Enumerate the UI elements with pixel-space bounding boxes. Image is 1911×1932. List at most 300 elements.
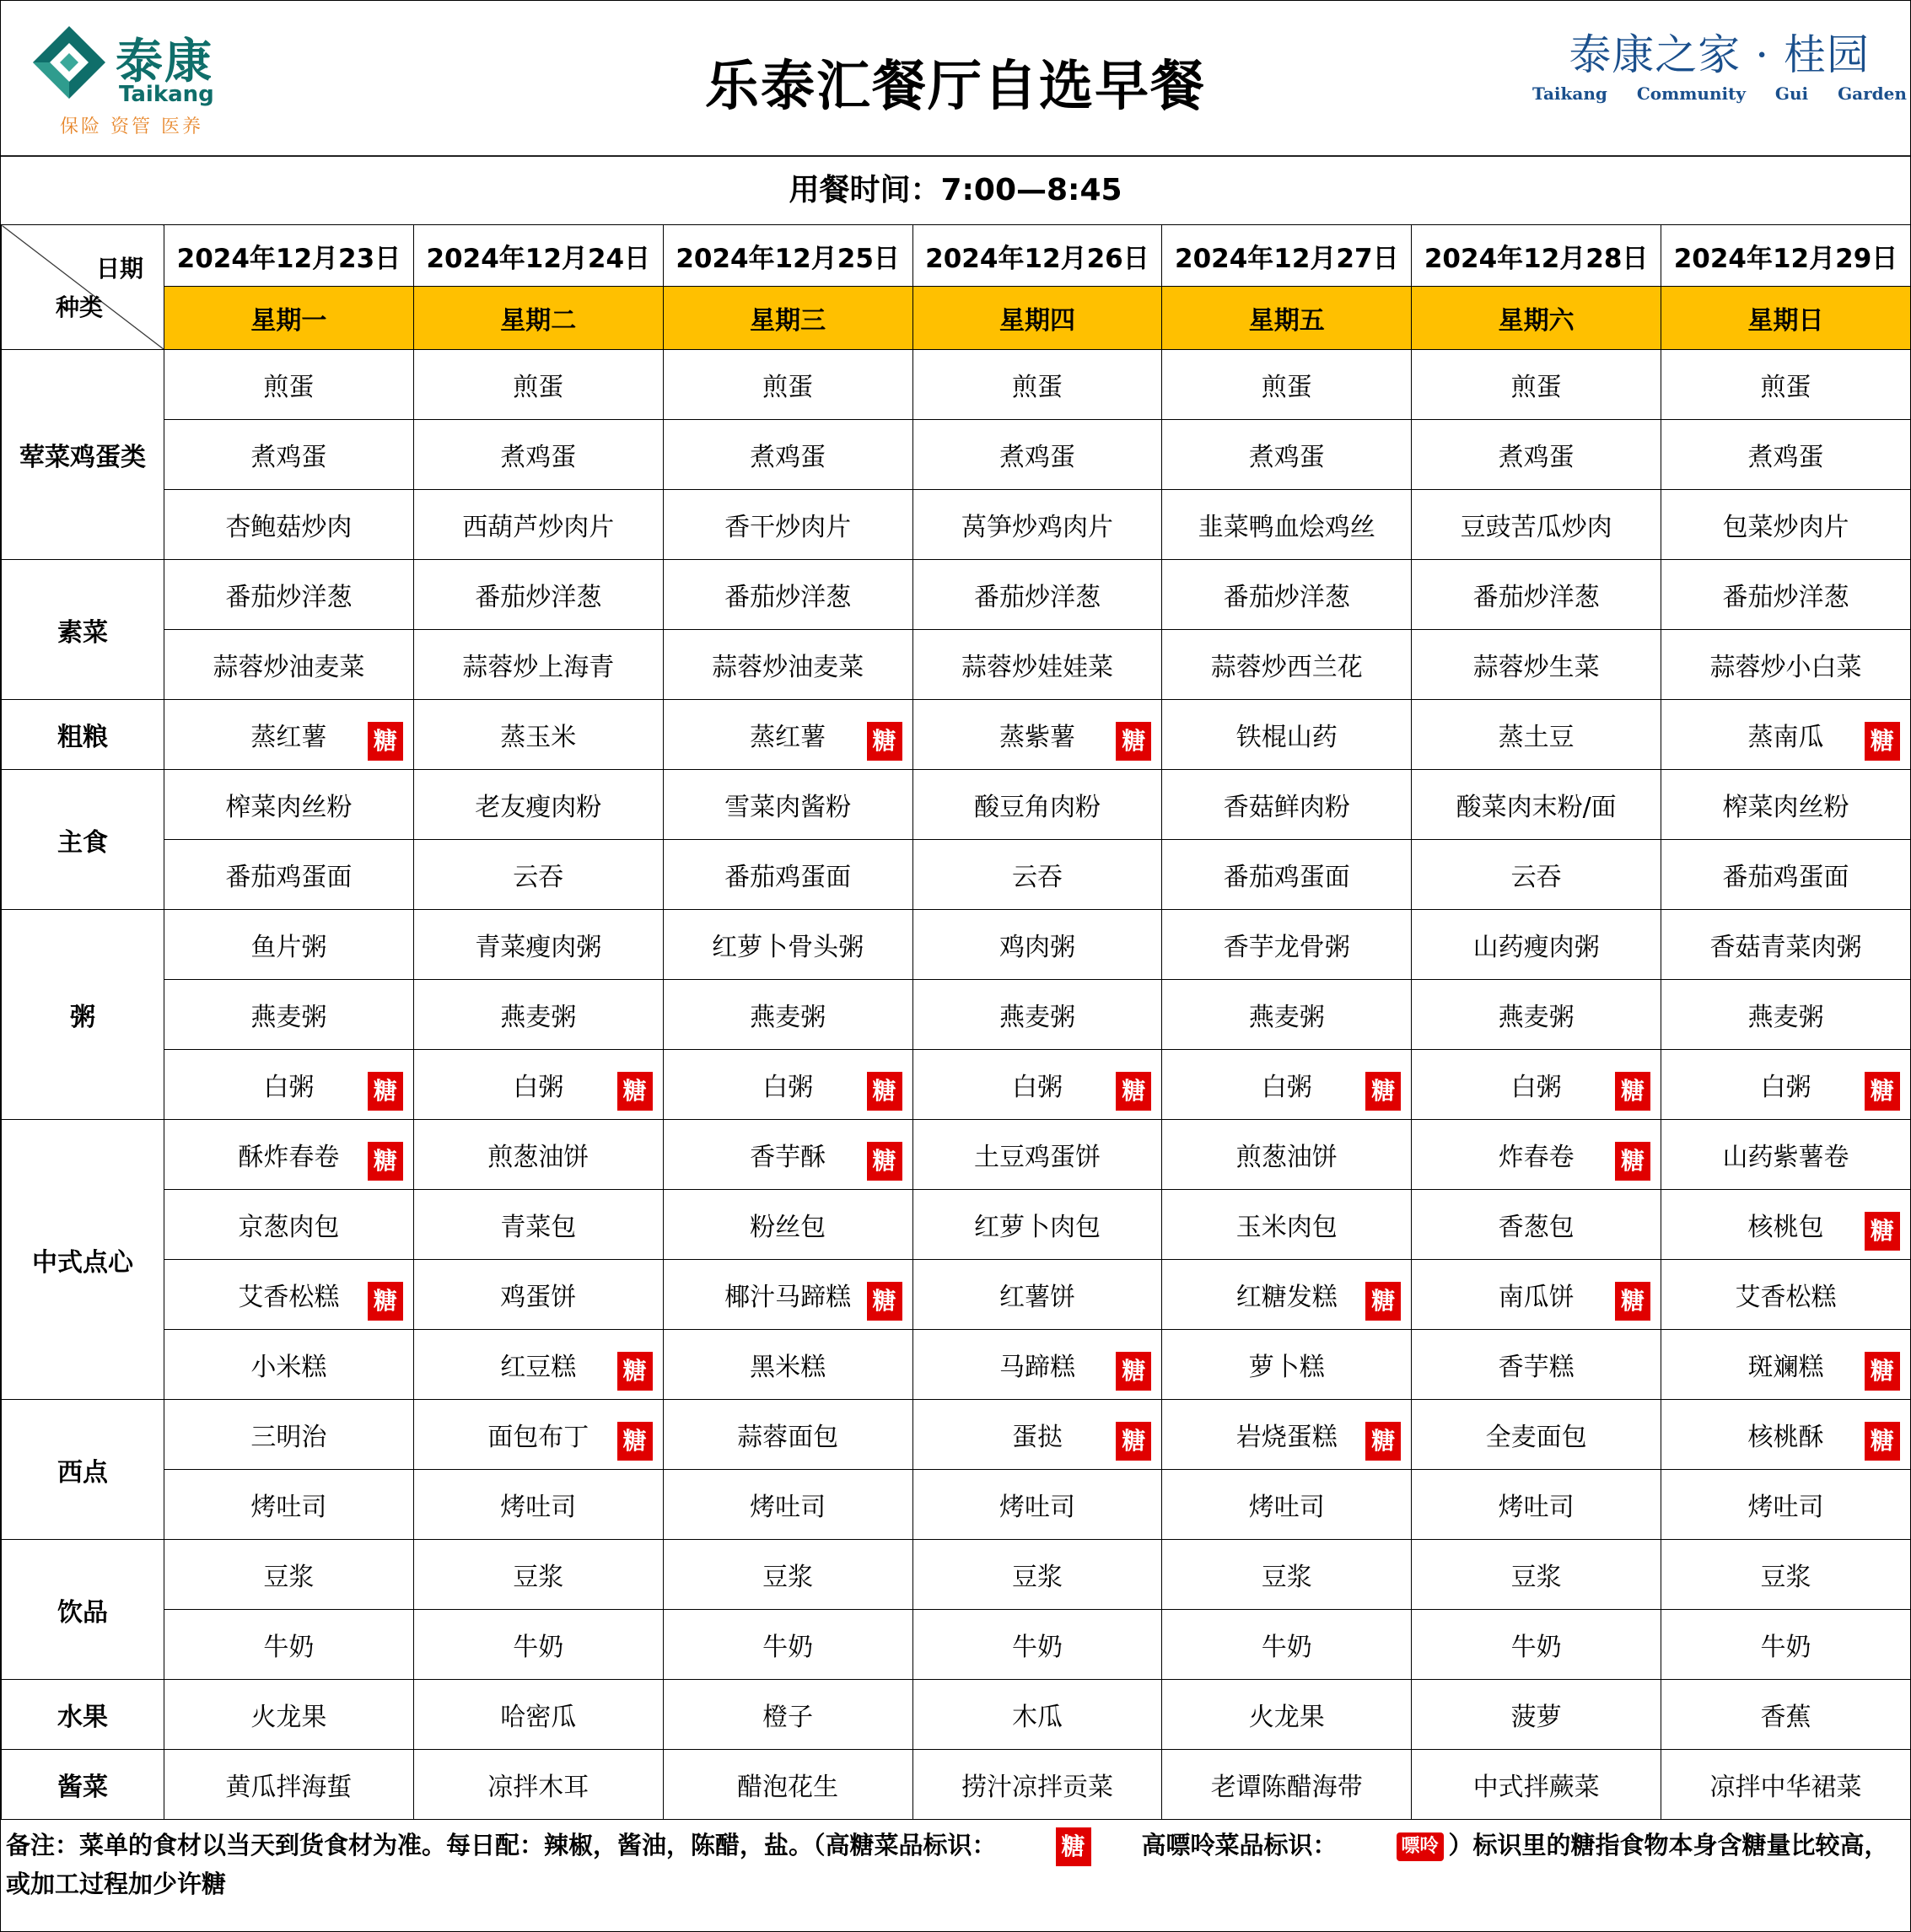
menu-item (1661, 1190, 1911, 1260)
dish-name: 炸春卷 (1498, 1143, 1575, 1172)
dish-name: 榨菜肉丝粉 (1722, 793, 1849, 822)
dish-name: 韭菜鸭血烩鸡丝 (1198, 513, 1375, 542)
dish-name: 蒜蓉炒娃娃菜 (961, 653, 1113, 682)
menu-item (663, 1470, 912, 1540)
menu-item (1162, 1120, 1412, 1190)
menu-item (912, 1540, 1162, 1610)
high-sugar-icon: 糖 (1365, 1072, 1401, 1111)
menu-item (663, 1540, 912, 1610)
menu-item (663, 1120, 912, 1190)
dish-name: 番茄炒洋葱 (475, 583, 602, 612)
dish-name: 煮鸡蛋 (750, 443, 826, 472)
category-label: 水果 (2, 1680, 164, 1750)
menu-item (413, 350, 663, 420)
dish-name: 香菇鲜肉粉 (1223, 793, 1350, 822)
menu-item (413, 420, 663, 490)
menu-item (663, 840, 912, 910)
dish-name: 烤吐司 (500, 1493, 577, 1522)
menu-item (413, 1540, 663, 1610)
high-sugar-icon: 糖 (617, 1352, 653, 1391)
dish-name: 白粥 (1760, 1073, 1811, 1102)
dish-name: 蒸土豆 (1498, 723, 1575, 752)
menu-item (1412, 490, 1661, 560)
high-sugar-icon: 糖 (1365, 1282, 1401, 1321)
dish-name: 煎蛋 (1510, 373, 1562, 402)
menu-item (1162, 1680, 1412, 1750)
menu-item (912, 770, 1162, 840)
menu-item (1162, 1190, 1412, 1260)
dish-name: 萝卜糕 (1248, 1353, 1325, 1382)
menu-item (663, 910, 912, 980)
menu-item (1661, 1050, 1911, 1120)
menu-item (1162, 350, 1412, 420)
menu-item (1162, 980, 1412, 1050)
menu-item (663, 490, 912, 560)
menu-item (413, 1680, 663, 1750)
dish-name: 哈密瓜 (500, 1703, 577, 1732)
menu-item (1412, 420, 1661, 490)
menu-item (912, 1330, 1162, 1400)
table-row (2, 1470, 1911, 1540)
menu-item (1412, 350, 1661, 420)
category-label: 西点 (2, 1400, 164, 1540)
dish-name: 云吞 (513, 863, 564, 892)
menu-item (663, 630, 912, 700)
menu-item (1661, 630, 1911, 700)
menu-item (912, 1680, 1162, 1750)
menu-item (912, 1470, 1162, 1540)
high-sugar-icon: 糖 (1116, 1422, 1151, 1461)
dish-name: 番茄炒洋葱 (225, 583, 353, 612)
category-label: 粗粮 (2, 700, 164, 770)
date-header: 2024年12月28日 (1412, 225, 1661, 287)
dish-name: 煮鸡蛋 (1248, 443, 1325, 472)
dish-name: 燕麦粥 (1498, 1003, 1575, 1032)
dish-name: 燕麦粥 (999, 1003, 1075, 1032)
dish-name: 火龙果 (1248, 1703, 1325, 1732)
table-row (2, 1190, 1911, 1260)
dish-name: 牛奶 (1261, 1633, 1312, 1662)
high-sugar-icon: 糖 (1615, 1072, 1650, 1111)
dish-name: 煮鸡蛋 (1747, 443, 1824, 472)
high-sugar-icon: 糖 (368, 1072, 403, 1111)
menu-item (1412, 630, 1661, 700)
corner-category-label: 种类 (56, 293, 104, 321)
dish-name: 煎蛋 (513, 373, 564, 402)
menu-item (1661, 1400, 1911, 1470)
table-row (2, 840, 1911, 910)
category-label: 中式点心 (2, 1120, 164, 1400)
dish-name: 红萝卜肉包 (973, 1213, 1101, 1242)
dish-name: 烤吐司 (1747, 1493, 1824, 1522)
high-sugar-icon: 糖 (1365, 1422, 1401, 1461)
dish-name: 酥炸春卷 (238, 1143, 340, 1172)
dish-name: 莴笋炒鸡肉片 (961, 513, 1113, 542)
table-row (2, 910, 1911, 980)
dish-name: 凉拌木耳 (487, 1773, 589, 1802)
dish-name: 红豆糕 (500, 1353, 577, 1382)
category-label: 主食 (2, 770, 164, 910)
menu-item (912, 560, 1162, 630)
menu-item (663, 700, 912, 770)
dish-name: 醋泡花生 (737, 1773, 839, 1802)
menu-item (912, 630, 1162, 700)
dish-name: 核桃包 (1747, 1213, 1824, 1242)
dish-name: 香芋酥 (750, 1143, 826, 1172)
menu-item (1661, 840, 1911, 910)
menu-item (1162, 1260, 1412, 1330)
category-label: 饮品 (2, 1540, 164, 1680)
weekday-header: 星期一 (164, 287, 414, 350)
menu-item (164, 630, 414, 700)
menu-item (1412, 1190, 1661, 1260)
dish-name: 蒜蓉炒生菜 (1472, 653, 1600, 682)
menu-item (164, 1260, 414, 1330)
dish-name: 黄瓜拌海蜇 (225, 1773, 353, 1802)
dish-name: 黑米糕 (750, 1353, 826, 1382)
footnote-text-3: ）标识里的糖指食物本身含糖量比较高，或加工过程加少许糖 (6, 1831, 1889, 1898)
dish-name: 红糖发糕 (1235, 1283, 1338, 1312)
dish-name: 烤吐司 (750, 1493, 826, 1522)
menu-item (1412, 1400, 1661, 1470)
dish-name: 豆浆 (513, 1563, 564, 1592)
menu-item (1412, 1260, 1661, 1330)
menu-item (413, 700, 663, 770)
menu-item (164, 1540, 414, 1610)
table-row (2, 1120, 1911, 1190)
table-row (2, 1680, 1911, 1750)
dish-name: 老谭陈醋海带 (1210, 1773, 1363, 1802)
dish-name: 烤吐司 (1498, 1493, 1575, 1522)
dish-name: 青菜瘦肉粥 (475, 933, 602, 962)
footnote-text-2: 高嘌呤菜品标识： (1141, 1831, 1338, 1859)
menu-item (663, 1400, 912, 1470)
menu-item (164, 700, 414, 770)
menu-item (1412, 1470, 1661, 1540)
menu-item (413, 1400, 663, 1470)
dish-name: 凉拌中华裙菜 (1709, 1773, 1862, 1802)
table-corner-header (2, 225, 164, 350)
menu-item (164, 980, 414, 1050)
menu-item (663, 1330, 912, 1400)
dish-name: 蒸南瓜 (1747, 723, 1824, 752)
table-row (2, 420, 1911, 490)
menu-item (164, 1050, 414, 1120)
dish-name: 番茄鸡蛋面 (724, 863, 852, 892)
dish-name: 豆浆 (1261, 1563, 1312, 1592)
high-sugar-icon: 糖 (1116, 722, 1151, 761)
menu-item (1412, 1610, 1661, 1680)
menu-item (1661, 1750, 1911, 1820)
dish-name: 煎蛋 (1261, 373, 1312, 402)
menu-item (164, 420, 414, 490)
dish-name: 煎蛋 (1011, 373, 1063, 402)
community-logo (1532, 21, 1907, 105)
dish-name: 豆浆 (263, 1563, 315, 1592)
dish-name: 牛奶 (1510, 1633, 1562, 1662)
menu-item (1412, 1120, 1661, 1190)
dish-name: 燕麦粥 (250, 1003, 327, 1032)
dish-name: 牛奶 (762, 1633, 814, 1662)
menu-item (1412, 1680, 1661, 1750)
dish-name: 木瓜 (1011, 1703, 1063, 1732)
menu-item (1661, 1680, 1911, 1750)
dish-name: 烤吐司 (250, 1493, 327, 1522)
category-label: 荤菜鸡蛋类 (2, 350, 164, 560)
menu-item (1162, 1610, 1412, 1680)
menu-item (164, 1680, 414, 1750)
logo-cn-text: 泰康 (116, 34, 213, 89)
menu-item (912, 1400, 1162, 1470)
high-sugar-legend-icon: 糖 (1056, 1827, 1091, 1866)
category-label: 素菜 (2, 560, 164, 700)
dish-name: 山药瘦肉粥 (1472, 933, 1600, 962)
date-header: 2024年12月23日 (164, 225, 414, 287)
dish-name: 粉丝包 (750, 1213, 826, 1242)
dish-name: 番茄鸡蛋面 (1223, 863, 1350, 892)
high-purine-legend-icon: 嘌呤 (1397, 1832, 1444, 1861)
menu-item (663, 350, 912, 420)
dish-name: 橙子 (762, 1703, 814, 1732)
menu-item (912, 980, 1162, 1050)
dish-name: 煎葱油饼 (1235, 1143, 1338, 1172)
menu-item (413, 770, 663, 840)
menu-item (1162, 1400, 1412, 1470)
dish-name: 蒸红薯 (750, 723, 826, 752)
logo-en-text: Taikang (119, 82, 214, 107)
dish-name: 香菇青菜肉粥 (1709, 933, 1862, 962)
menu-item (1162, 1050, 1412, 1120)
high-sugar-icon: 糖 (867, 1072, 902, 1111)
dish-name: 烤吐司 (1248, 1493, 1325, 1522)
menu-item (912, 350, 1162, 420)
menu-item (1661, 700, 1911, 770)
dish-name: 番茄炒洋葱 (1472, 583, 1600, 612)
date-header: 2024年12月29日 (1661, 225, 1911, 287)
dish-name: 云吞 (1510, 863, 1562, 892)
high-sugar-icon: 糖 (617, 1422, 653, 1461)
table-row (2, 490, 1911, 560)
dish-name: 白粥 (762, 1073, 814, 1102)
menu-item (1661, 1610, 1911, 1680)
menu-item (164, 1750, 414, 1820)
dish-name: 牛奶 (263, 1633, 315, 1662)
footnote (6, 1827, 1903, 1902)
table-row (2, 980, 1911, 1050)
dish-name: 小米糕 (250, 1353, 327, 1382)
weekday-header: 星期六 (1412, 287, 1661, 350)
dish-name: 中式拌蕨菜 (1472, 1773, 1600, 1802)
menu-item (1661, 1120, 1911, 1190)
dish-name: 豆豉苦瓜炒肉 (1460, 513, 1612, 542)
table-row (2, 1050, 1911, 1120)
dish-name: 玉米肉包 (1235, 1213, 1338, 1242)
dish-name: 煮鸡蛋 (1498, 443, 1575, 472)
dish-name: 西葫芦炒肉片 (462, 513, 615, 542)
dish-name: 牛奶 (1760, 1633, 1811, 1662)
dish-name: 豆浆 (1510, 1563, 1562, 1592)
menu-item (663, 1610, 912, 1680)
dish-name: 香芋龙骨粥 (1223, 933, 1350, 962)
table-row (2, 630, 1911, 700)
dish-name: 蒜蓉炒西兰花 (1210, 653, 1363, 682)
menu-item (413, 490, 663, 560)
menu-item (1162, 630, 1412, 700)
menu-item (1661, 980, 1911, 1050)
footnote-text-1: 备注：菜单的食材以当天到货食材为准。每日配：辣椒，酱油，陈醋，盐。（高糖菜品标识： (6, 1831, 997, 1859)
dish-name: 斑斓糕 (1747, 1353, 1824, 1382)
menu-item (1162, 490, 1412, 560)
dish-name: 煎蛋 (762, 373, 814, 402)
menu-item (413, 560, 663, 630)
dish-name: 煮鸡蛋 (999, 443, 1075, 472)
table-row (2, 700, 1911, 770)
high-sugar-icon: 糖 (368, 722, 403, 761)
high-sugar-icon: 糖 (867, 1282, 902, 1321)
menu-item (663, 1190, 912, 1260)
menu-item (1412, 770, 1661, 840)
dish-name: 煎蛋 (263, 373, 315, 402)
menu-item (1162, 1330, 1412, 1400)
dish-name: 番茄炒洋葱 (1223, 583, 1350, 612)
dish-name: 香干炒肉片 (724, 513, 852, 542)
weekday-header: 星期二 (413, 287, 663, 350)
menu-item (1661, 560, 1911, 630)
dish-name: 牛奶 (1011, 1633, 1063, 1662)
menu-item (164, 1470, 414, 1540)
high-sugar-icon: 糖 (1615, 1282, 1650, 1321)
dish-name: 全麦面包 (1485, 1423, 1587, 1452)
high-sugar-icon: 糖 (1865, 1212, 1900, 1251)
menu-item (413, 910, 663, 980)
menu-item (1661, 350, 1911, 420)
menu-item (164, 350, 414, 420)
dish-name: 南瓜饼 (1498, 1283, 1575, 1312)
menu-item (1162, 1470, 1412, 1540)
menu-item (1412, 910, 1661, 980)
menu-item (413, 630, 663, 700)
dish-name: 燕麦粥 (750, 1003, 826, 1032)
menu-item (1162, 910, 1412, 980)
dish-name: 雪菜肉酱粉 (724, 793, 852, 822)
menu-item (1661, 420, 1911, 490)
dish-name: 椰汁马蹄糕 (724, 1283, 852, 1312)
menu-item (663, 1750, 912, 1820)
menu-item (164, 560, 414, 630)
menu-item (164, 840, 414, 910)
menu-item (413, 840, 663, 910)
meal-time: 用餐时间：7:00—8:45 (1, 157, 1910, 225)
dish-name: 燕麦粥 (1248, 1003, 1325, 1032)
menu-item (1412, 1050, 1661, 1120)
dish-name: 豆浆 (1760, 1563, 1811, 1592)
dish-name: 豆浆 (1011, 1563, 1063, 1592)
menu-item (912, 840, 1162, 910)
community-logo-en: Taikang Community Gui Garden (1532, 83, 1907, 104)
menu-item (1661, 1540, 1911, 1610)
table-row (2, 1260, 1911, 1330)
dish-name: 煎葱油饼 (487, 1143, 589, 1172)
corner-date-label: 日期 (95, 255, 143, 283)
dish-name: 番茄炒洋葱 (973, 583, 1101, 612)
dish-name: 云吞 (1011, 863, 1063, 892)
menu-item (912, 1190, 1162, 1260)
dish-name: 鸡肉粥 (999, 933, 1075, 962)
dish-name: 鱼片粥 (250, 933, 327, 962)
menu-item (413, 1610, 663, 1680)
menu-item (164, 1610, 414, 1680)
menu-item (912, 700, 1162, 770)
menu-item (663, 770, 912, 840)
menu-item (663, 1680, 912, 1750)
date-header: 2024年12月25日 (663, 225, 912, 287)
weekday-header: 星期四 (912, 287, 1162, 350)
table-row (2, 1610, 1911, 1680)
menu-item (1162, 840, 1412, 910)
menu-item (912, 1050, 1162, 1120)
page-title: 乐泰汇餐厅自选早餐 (705, 56, 1206, 118)
dish-name: 面包布丁 (487, 1423, 589, 1452)
menu-item (663, 560, 912, 630)
menu-item (1661, 1330, 1911, 1400)
dish-name: 白粥 (263, 1073, 315, 1102)
dish-name: 香蕉 (1760, 1703, 1811, 1732)
menu-item (1162, 560, 1412, 630)
menu-item (1412, 840, 1661, 910)
menu-item (1412, 1330, 1661, 1400)
dish-name: 酸菜肉末粉/面 (1456, 793, 1617, 822)
menu-item (413, 1470, 663, 1540)
dish-name: 鸡蛋饼 (500, 1283, 577, 1312)
menu-item (912, 910, 1162, 980)
dish-name: 番茄鸡蛋面 (225, 863, 353, 892)
menu-item (912, 1260, 1162, 1330)
menu-item (1412, 1540, 1661, 1610)
dish-name: 蛋挞 (1011, 1423, 1063, 1452)
dish-name: 蒜蓉炒油麦菜 (213, 653, 365, 682)
dish-name: 蒜蓉炒小白菜 (1709, 653, 1862, 682)
menu-item (1661, 1470, 1911, 1540)
dish-name: 核桃酥 (1747, 1423, 1824, 1452)
high-sugar-icon: 糖 (1865, 1352, 1900, 1391)
dish-name: 燕麦粥 (1747, 1003, 1824, 1032)
menu-item (663, 1260, 912, 1330)
header (1, 1, 1910, 157)
table-row (2, 1540, 1911, 1610)
menu-item (1412, 700, 1661, 770)
dish-name: 白粥 (513, 1073, 564, 1102)
table-row (2, 770, 1911, 840)
high-sugar-icon: 糖 (1116, 1072, 1151, 1111)
dish-name: 煎蛋 (1760, 373, 1811, 402)
dish-name: 蒜蓉炒油麦菜 (712, 653, 864, 682)
menu-item (413, 1120, 663, 1190)
menu-item (413, 980, 663, 1050)
dish-name: 蒸紫薯 (999, 723, 1075, 752)
dish-name: 酸豆角肉粉 (973, 793, 1101, 822)
table-row (2, 560, 1911, 630)
menu-item (912, 1610, 1162, 1680)
high-sugar-icon: 糖 (617, 1072, 653, 1111)
dish-name: 火龙果 (250, 1703, 327, 1732)
dish-name: 青菜包 (500, 1213, 577, 1242)
menu-item (1162, 1750, 1412, 1820)
dish-name: 牛奶 (513, 1633, 564, 1662)
menu-item (413, 1260, 663, 1330)
high-sugar-icon: 糖 (867, 722, 902, 761)
dish-name: 蒜蓉面包 (737, 1423, 839, 1452)
menu-item (413, 1050, 663, 1120)
